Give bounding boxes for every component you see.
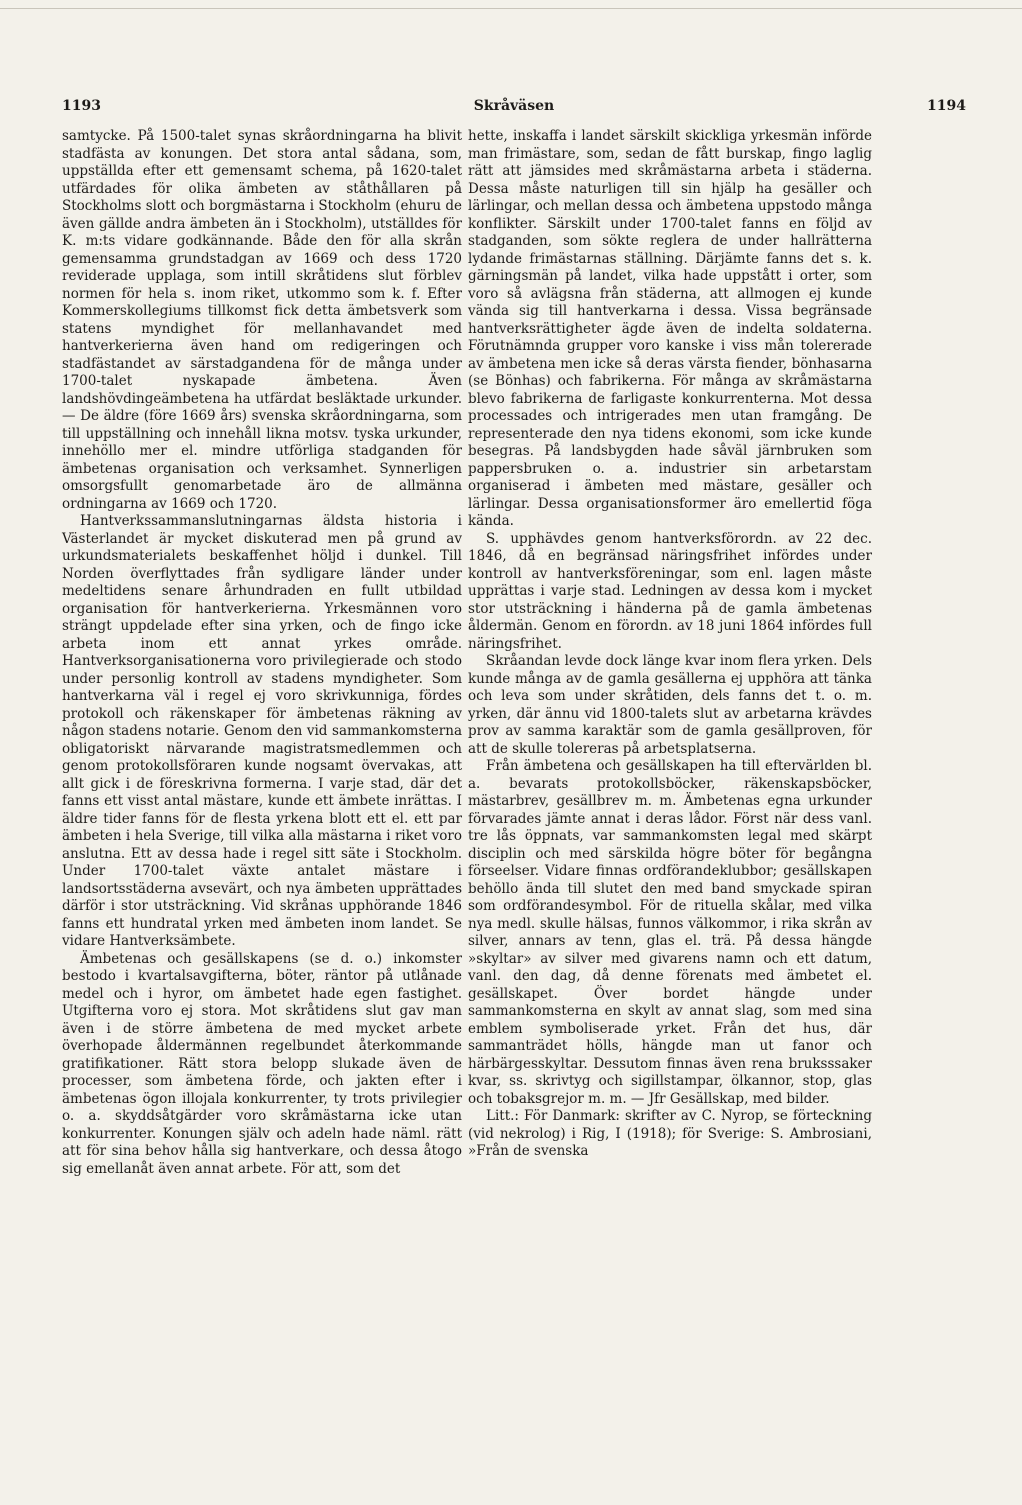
- paragraph: Litt.: För Danmark: skrifter av C. Nyrop, se förteckning (vid nekrolog) i Rig, I (1918); för Sverige: S. Ambrosiani, »Från de svenska: [468, 1108, 872, 1159]
- text-column-right: [468, 128, 872, 1161]
- text-column-left: [62, 128, 462, 1178]
- paragraph: S. upphävdes genom hantverksförordn. av 22 dec. 1846, då en begränsad näringsfrihet infördes under kontroll av hantverksföreningar, som enl. lagen måste upprättas i varje stad. Ledningen av dessa kom i mycket stor utsträckning i händerna på de gamla ämbetenas åldermän. Genom en förordn. av 18 juni 1864 infördes full näringsfrihet.: [468, 530, 872, 652]
- page-number-right: 1194: [927, 98, 966, 114]
- paragraph: Från ämbetena och gesällskapen ha till eftervärlden bl. a. bevarats protokollsböcker, räkenskapsböcker, mästarbrev, gesällbrev m. m. Ämbetenas egna urkunder förvarades jämte annat i deras lådor. Först när dess vanl. tre lås öppnats, var sammankomsten legal med skärpt disciplin och med särskilda högre böter för begångna förseelser. Vidare finnas ordförandeklubbor; gesällskapen behöllo ända till slutet den med band smyckade spiran som ordförandesymbol. För de rituella skålar, med vilka nya medl. skulle hälsas, funnos välkommor, i rika skrån av silver, annars av tenn, glas el. trä. På dessa hängde »skyltar» av silver med givarens namn och ett datum, vanl. den dag, då denne förenats med ämbetet el. gesällskapet. Över bordet hängde under sammankomsterna en skylt av annat slag, som med sina emblem symboliserade yrket. Från det hus, där sammanträdet hölls, hängde man ut fanor och härbärgesskyltar. Dessutom finnas även rena bruksssaker kvar, ss. skrivtyg och sigillstampar, ölkannor, stop, glas och tobaksgrejor m. m. — Jfr Gesällskap, med bilder.: [468, 758, 872, 1107]
- paragraph: Ämbetenas och gesällskapens (se d. o.) inkomster bestodo i kvartalsavgifterna, böter, räntor på utlånade medel och i hyror, om ämbetet hade egen fastighet. Utgifterna voro ej stora. Mot skråtidens slut gav man även i de större ämbetena de med mycket arbete överhopade åldermännen regelbundet återkommande gratifikationer. Rätt stora belopp slukade även de processer, som ämbetena förde, och jakten efter i ämbetenas ögon illojala konkurrenter, ty trots privilegier o. a. skyddsåtgärder voro skråmästarna icke utan konkurrenter. Konungen själv och adeln hade näml. rätt att för sina behov hålla sig hantverkare, och dessa åtogo sig emellanåt även annat arbete. För att, som det: [62, 950, 462, 1177]
- running-header: [62, 98, 966, 122]
- scan-edge-line: [0, 8, 1022, 9]
- paragraph: samtycke. På 1500-talet synas skråordningarna ha blivit stadfästa av konungen. Det stora antal sådana, som, uppställda efter ett gemensamt schema, på 1620-talet utfärdades för olika ämbeten av ståthållaren på Stockholms slott och borgmästarna i Stockholm (ehuru de även gällde andra ämbeten än i Stockholm), utställdes för K. m:ts vidare godkännande. Både den för alla skrån gemensamma grundstadgan av 1669 och dess 1720 reviderade upplaga, som intill skråtidens slut förblev normen för hela s. inom riket, utkommo som k. f. Efter Kommerskollegiums tillkomst fick detta ämbetsverk som statens myndighet för mellanhavandet med hantverkerierna även hand om redigeringen och stadfästandet av särstadgandena för de många under 1700-talet nyskapade ämbetena. Även landshövdingeämbetena ha utfärdat besläktade urkunder. — De äldre (före 1669 års) svenska skråordningarna, som till uppställning och innehåll likna motsv. tyska urkunder, innehöllo mer el. mindre utförliga stadganden för ämbetenas organisation och verksamhet. Synnerligen omsorgsfullt genomarbetade äro de allmänna ordningarna av 1669 och 1720.: [62, 128, 462, 512]
- running-title: Skråväsen: [473, 98, 555, 114]
- paragraph: Skråandan levde dock länge kvar inom flera yrken. Dels kunde många av de gamla gesällerna ej upphöra att tänka och leva som under skråtiden, dels fanns det t. o. m. yrken, där ännu vid 1800-talets slut av arbetarna krävdes prov av samma karaktär som de gamla gesällproven, för att de skulle tolereras på arbetsplatserna.: [468, 653, 872, 757]
- page-number-left: 1193: [62, 98, 101, 114]
- paragraph: Hantverkssammanslutningarnas äldsta historia i Västerlandet är mycket diskuterad men på grund av urkundsmaterialets beskaffenhet höljd i dunkel. Till Norden överflyttades från sydligare länder under medeltidens senare århundraden en fullt utbildad organisation för hantverkerierna. Yrkesmännen voro strängt uppdelade efter sina yrken, och de fingo icke arbeta inom ett annat yrkes område. Hantverksorganisationerna voro privilegierade och stodo under personlig kontroll av stadens myndigheter. Som hantverkarna väl i regel ej voro skrivkunniga, fördes protokoll och räkenskaper för ämbetenas räkning av någon stadens notarie. Genom den vid sammankomsterna obligatoriskt närvarande magistratsmedlemmen och genom protokollsföraren kunde nogsamt övervakas, att allt gick i de föreskrivna formerna. I varje stad, där det fanns ett visst antal mästare, kunde ett ämbete inrättas. I äldre tider fanns för de flesta yrkena blott ett el. ett par ämbeten i hela Sverige, till vilka alla mästarna i riket voro anslutna. Ett av dessa hade i regel sitt säte i Stockholm. Under 1700-talet växte antalet mästare i landsortsstäderna avsevärt, och nya ämbeten upprättades därför i stor utsträckning. Vid skrånas upphörande 1846 fanns ett hundratal yrken med ämbeten inom landet. Se vidare Hantverksämbete.: [62, 513, 462, 949]
- paragraph: hette, inskaffa i landet särskilt skickliga yrkesmän införde man frimästare, som, sedan de fått burskap, fingo laglig rätt att jämsides med skråmästarna arbeta i städerna. Dessa måste naturligen till sin hjälp ha gesäller och lärlingar, och mellan dessa och ämbetena uppstodo många konflikter. Särskilt under 1700-talet fanns en följd av stadganden, som sökte reglera de under hallrätterna lydande frimästarnas ställning. Därjämte fanns det s. k. gärningsmän på landet, vilka hade uppstått i orter, som voro så avlägsna från städerna, att allmogen ej kunde vända sig till hantverkarna i dessa. Vissa begränsade hantverksrättigheter ägde även de indelta soldaterna. Förutnämnda grupper voro kanske i viss mån tolererade av ämbetena men icke så deras värsta fiender, bönhasarna (se Bönhas) och fabrikerna. För många av skråmästarna blevo fabrikerna de farligaste konkurrenterna. Mot dessa processades och intrigerades men utan framgång. De representerade den nya tidens ekonomi, som icke kunde besegras. På landsbygden hade såväl järnbruken som pappersbruken o. a. industrier sin arbetarstam organiserad i ämbeten med mästare, gesäller och lärlingar. Dessa organisationsformer äro emellertid föga kända.: [468, 128, 872, 529]
